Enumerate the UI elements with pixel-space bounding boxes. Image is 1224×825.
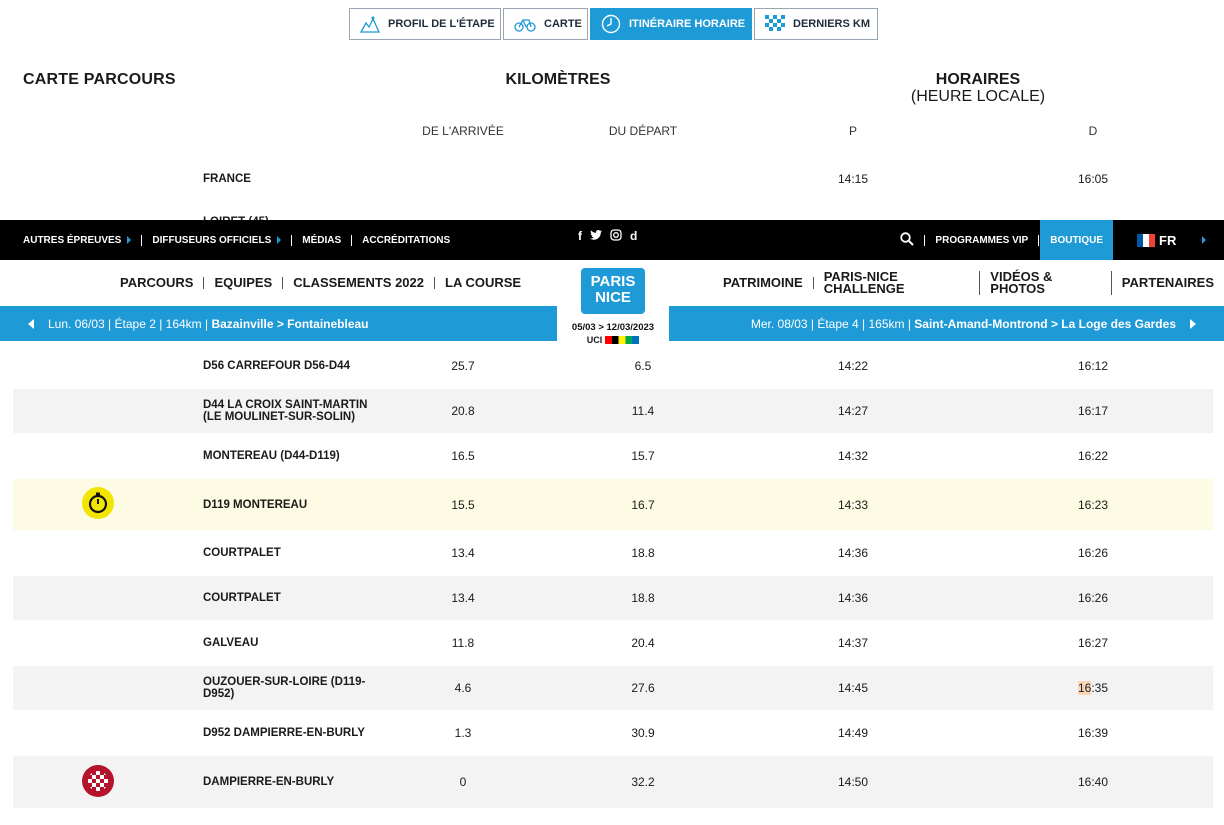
menu-videos-photos[interactable]: VIDÉOS & PHOTOS <box>980 271 1112 295</box>
nav-programmes-vip[interactable]: PROGRAMMES VIP <box>935 234 1029 246</box>
race-dates: 05/03 > 12/03/2023 <box>571 322 655 333</box>
row-name: COURTPALET <box>203 547 281 559</box>
horaires-subtitle: (HEURE LOCALE) <box>910 88 1046 105</box>
nav-accreditations[interactable]: ACCRÉDITATIONS <box>362 234 451 246</box>
nav-boutique[interactable]: BOUTIQUE <box>1040 220 1113 260</box>
col-header-du-depart: DU DÉPART <box>608 124 678 138</box>
menu-classements[interactable]: CLASSEMENTS 2022 <box>283 277 435 289</box>
row-name: D56 CARREFOUR D56-D44 <box>203 360 350 372</box>
search-icon[interactable] <box>900 232 914 249</box>
row-time-p: 14:15 <box>837 172 869 186</box>
row-km-from-finish: 20.8 <box>451 404 475 418</box>
row-time-d: 16:05 <box>1077 172 1109 186</box>
row-time-p: 14:27 <box>837 404 869 418</box>
row-icon-cell <box>13 486 183 523</box>
row-time-d: 16:27 <box>1077 636 1109 650</box>
finish-flag-icon <box>81 764 115 801</box>
top-navigation-bar <box>0 220 1224 260</box>
social-links <box>578 220 637 252</box>
row-time-d: 16:12 <box>1077 359 1109 373</box>
language-selector[interactable] <box>1113 220 1224 260</box>
menu-patrimoine[interactable]: PATRIMOINE <box>713 277 814 289</box>
row-name: D119 MONTEREAU <box>203 498 308 511</box>
next-stage-link[interactable] <box>751 306 1196 341</box>
row-km-from-finish: 13.4 <box>451 591 475 605</box>
row-time-p: 14:36 <box>837 591 869 605</box>
row-time-d: 16:26 <box>1077 591 1109 605</box>
table-row <box>13 621 1213 665</box>
dailymotion-icon[interactable]: d <box>630 229 638 243</box>
previous-stage-route: Bazainville > Fontainebleau <box>211 316 369 331</box>
menu-equipes[interactable]: EQUIPES <box>204 277 283 289</box>
row-time-p: 14:50 <box>837 775 869 789</box>
row-km-from-finish: 13.4 <box>451 546 475 560</box>
french-flag-icon <box>1137 234 1155 247</box>
logo-line1: PARIS <box>590 273 636 290</box>
row-km-from-start: 20.4 <box>631 636 655 650</box>
chevron-right-icon <box>127 236 131 244</box>
row-km-from-start: 32.2 <box>631 775 655 789</box>
tab-label: DERNIERS KM <box>793 18 871 30</box>
chevron-right-icon <box>1202 236 1206 244</box>
nav-autres-epreuves[interactable]: AUTRES ÉPREUVES <box>23 235 142 246</box>
row-km-from-finish: 11.8 <box>451 636 475 650</box>
row-km-from-finish: 0 <box>459 775 467 789</box>
row-time-d: 16:17 <box>1077 404 1109 418</box>
table-row <box>13 576 1213 620</box>
row-time-p: 14:37 <box>837 636 869 650</box>
row-km-from-start: 27.6 <box>631 681 655 695</box>
row-time-d: 16:22 <box>1077 449 1109 463</box>
row-km-from-finish: 4.6 <box>454 681 472 695</box>
row-time-p: 14:33 <box>837 497 869 512</box>
table-row <box>13 756 1213 808</box>
row-km-from-start: 16.7 <box>631 497 655 512</box>
horaires-heading <box>878 71 1078 105</box>
uci-worldtour-logo: UCI <box>587 335 640 345</box>
table-row <box>13 479 1213 530</box>
row-km-from-finish: 1.3 <box>454 726 472 740</box>
tab-label: CARTE <box>544 18 582 30</box>
separator <box>924 235 925 246</box>
row-name: D952 DAMPIERRE-EN-BURLY <box>203 727 365 739</box>
row-time-p: 14:49 <box>837 726 869 740</box>
row-km-from-start: 30.9 <box>631 726 655 740</box>
profile-icon <box>360 14 380 34</box>
twitter-icon[interactable] <box>590 229 602 243</box>
tab-label: ITINÉRAIRE HORAIRE <box>629 18 746 30</box>
row-km-from-finish: 15.5 <box>451 497 475 512</box>
row-km-from-start: 15.7 <box>631 449 655 463</box>
table-row <box>13 158 1213 200</box>
row-time-d: 16:26 <box>1077 546 1109 560</box>
horaires-title: HORAIRES <box>935 71 1021 88</box>
row-km-from-start: 6.5 <box>634 359 652 373</box>
tab-itineraire[interactable] <box>590 8 752 40</box>
col-header-de-arrivee: DE L'ARRIVÉE <box>422 124 504 138</box>
logo-badge <box>581 268 645 314</box>
language-label: FR <box>1159 232 1177 248</box>
separator <box>1038 235 1039 246</box>
table-row <box>13 434 1213 478</box>
instagram-icon[interactable] <box>610 229 622 244</box>
row-name: FRANCE <box>203 173 251 185</box>
tab-derniers-km[interactable] <box>754 8 878 40</box>
row-time-d: 16:23 <box>1077 497 1109 512</box>
chevron-right-icon <box>277 236 281 244</box>
row-time-d: 16:39 <box>1077 726 1109 740</box>
row-name: DAMPIERRE-EN-BURLY <box>203 776 335 788</box>
row-name: MONTEREAU (D44-D119) <box>203 450 340 462</box>
col-header-d: D <box>1088 124 1098 138</box>
kilometres-heading: KILOMÈTRES <box>505 71 611 88</box>
row-km-from-finish: 16.5 <box>451 449 475 463</box>
row-time-p: 14:22 <box>837 359 869 373</box>
carte-parcours-heading: CARTE PARCOURS <box>23 71 176 88</box>
facebook-icon[interactable]: f <box>578 229 582 243</box>
row-name: OUZOUER-SUR-LOIRE (D119-D952) <box>203 676 366 700</box>
stage-tabs <box>349 8 880 40</box>
table-row <box>13 666 1213 710</box>
stopwatch-icon <box>81 486 115 523</box>
row-km-from-start: 11.4 <box>631 404 655 418</box>
col-header-p: P <box>848 124 857 138</box>
row-name: D44 LA CROIX SAINT-MARTIN (LE MOULINET-SUR-SOLIN) <box>203 399 368 423</box>
row-name: COURTPALET <box>203 592 281 604</box>
nav-medias[interactable]: MÉDIAS <box>292 235 352 246</box>
nav-diffuseurs[interactable]: DIFFUSEURS OFFICIELS <box>142 235 292 246</box>
next-stage-info: Mer. 08/03 | Étape 4 | 165km | <box>750 316 915 331</box>
menu-challenge[interactable]: PARIS-NICE CHALLENGE <box>814 271 981 295</box>
row-name: GALVEAU <box>203 637 259 649</box>
previous-stage-link[interactable] <box>28 306 369 341</box>
table-row <box>13 711 1213 755</box>
row-time-p: 14:45 <box>837 681 869 695</box>
logo-line2: NICE <box>595 289 631 306</box>
table-row <box>13 389 1213 433</box>
bike-icon <box>514 14 536 34</box>
paris-nice-logo[interactable] <box>557 260 669 354</box>
row-time-d: 16:35 <box>1077 681 1109 695</box>
row-time-p: 14:32 <box>837 449 869 463</box>
checkered-flag-icon <box>765 14 785 34</box>
row-time-d: 16:40 <box>1077 775 1109 789</box>
row-km-from-start: 18.8 <box>631 546 655 560</box>
tab-carte[interactable] <box>503 8 588 40</box>
menu-parcours[interactable]: PARCOURS <box>110 277 204 289</box>
previous-stage-info: Lun. 06/03 | Étape 2 | 164km | <box>48 316 212 331</box>
table-row <box>13 531 1213 575</box>
tab-label: PROFIL DE L'ÉTAPE <box>388 18 495 30</box>
row-km-from-finish: 25.7 <box>451 359 475 373</box>
menu-la-course[interactable]: LA COURSE <box>445 275 522 290</box>
row-time-p: 14:36 <box>837 546 869 560</box>
next-stage-route: Saint-Amand-Montrond > La Loge des Gardes <box>914 316 1176 331</box>
clock-icon <box>601 14 621 34</box>
chevron-left-icon <box>28 319 34 329</box>
menu-partenaires[interactable]: PARTENAIRES <box>1121 275 1214 290</box>
chevron-right-icon <box>1190 319 1196 329</box>
row-km-from-start: 18.8 <box>631 591 655 605</box>
tab-profil[interactable] <box>349 8 501 40</box>
row-icon-cell <box>13 764 183 801</box>
